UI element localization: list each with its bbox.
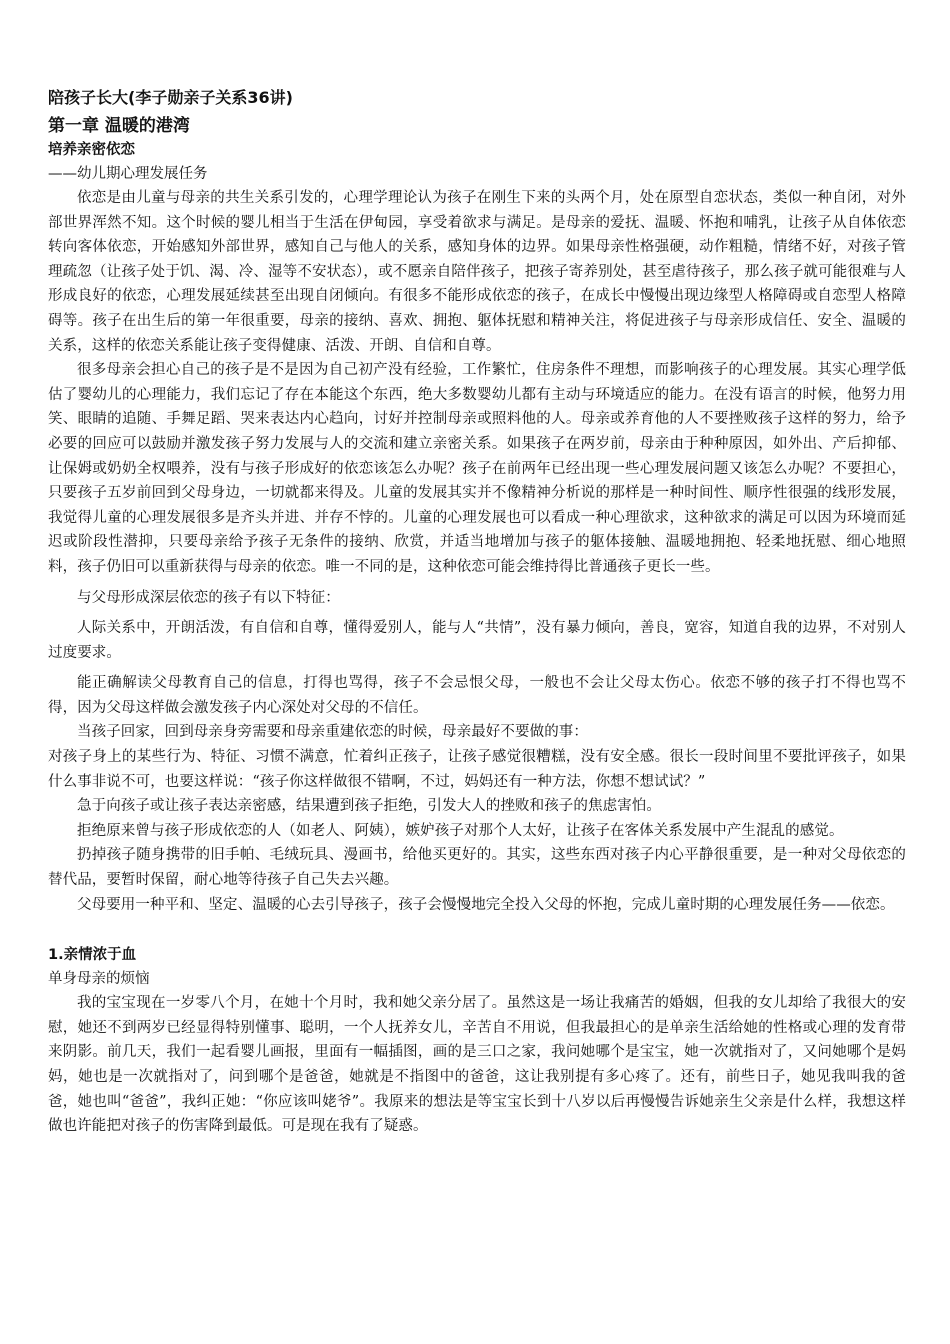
body-paragraph: 扔掉孩子随身携带的旧手帕、毛绒玩具、漫画书，给他买更好的。其实，这些东西对孩子内心平静很重要，是一种对父母依恋的替代品，要暂时保留，耐心地等待孩子自己失去兴趣。 — [48, 847, 906, 889]
body-paragraph: 急于向孩子或让孩子表达亲密感，结果遭到孩子拒绝，引发大人的挫败和孩子的焦虑害怕。 — [77, 798, 661, 815]
section2-title: 1.亲情浓于血 — [48, 947, 137, 964]
body-paragraph: 人际关系中，开朗活泼，有自信和自尊，懂得爱别人，能与人“共情”，没有暴力倾向，善良，宽容，知道自我的边界，不对别人过度要求。 — [48, 620, 906, 661]
body-paragraph: 能正确解读父母教育自己的信息，打得也骂得，孩子不会忌恨父母，一般也不会让父母太伤心。依恋不够的孩子打不得也骂不得，因为父母这样做会激发孩子内心深处对父母的不信任。 — [48, 675, 906, 716]
body-paragraph: 当孩子回家，回到母亲身旁需要和母亲重建依恋的时候，母亲最好不要做的事： — [77, 724, 588, 741]
document-page — [48, 86, 906, 1139]
section2-subtitle: 单身母亲的烦恼 — [48, 971, 150, 988]
section-spacer — [48, 917, 906, 943]
section-subtitle: ——幼儿期心理发展任务 — [48, 166, 208, 182]
body-paragraph: 依恋是由儿童与母亲的共生关系引发的，心理学理论认为孩子在刚生下来的头两个月，处在原型自恋状态，类似一种自闭，对外部世界浑然不知。这个时候的婴儿相当于生活在伊甸园，享受着欲求与满足。是母亲的爱抚、温暖、怀抱和哺乳，让孩子从自体依恋转向客体依恋，开始感知外部世界，感知自己与他人的关系，感知身体的边界。如果母亲性格强硬，动作粗糙，情绪不好，对孩子管理疏忽（让孩子处于饥、渴、冷、湿等不安状态），或不愿亲自陪伴孩子，把孩子寄养别处，甚至虐待孩子，那么孩子就可能很难与人形成良好的依恋，心理发展延续甚至出现自闭倾向。有很多不能形成依恋的孩子，在成长中慢慢出现边缘型人格障碍或自恋型人格障碍等。孩子在出生后的第一年很重要，母亲的接纳、喜欢、拥抱、躯体抚慰和精神关注，将促进孩子与母亲形成信任、安全、温暖的关系，这样的依恋关系能让孩子变得健康、活泼、开朗、自信和自尊。 — [48, 190, 906, 354]
body-paragraph: 很多母亲会担心自己的孩子是不是因为自己初产没有经验，工作繁忙，住房条件不理想，而影响孩子的心理发展。其实心理学低估了婴幼儿的心理能力，我们忘记了存在本能这个东西，绝大多数婴幼儿都有主动与环境适应的能力。在没有语言的时候，他努力用笑、眼睛的追随、手舞足蹈、哭来表达内心趋向，讨好并控制母亲或照料他的人。母亲或养育他的人不要挫败孩子这样的努力，给予必要的回应可以鼓励并激发孩子努力发展与人的交流和建立亲密关系。如果孩子在两岁前，母亲由于种种原因，如外出、产后抑郁、让保姆或奶奶全权喂养，没有与孩子形成好的依恋该怎么办呢？孩子在前两年已经出现一些心理发展问题又该怎么办呢？不要担心，只要孩子五岁前回到父母身边，一切就都来得及。儿童的发展其实并不像精神分析说的那样是一种时间性、顺序性很强的线形发展，我觉得儿童的心理发展很多是齐头并进、并存不悖的。儿童的心理发展也可以看成一种心理欲求，这种欲求的满足可以因为环境而延迟或阶段性潜抑，只要母亲给予孩子无条件的接纳、欣赏，并适当地增加与孩子的躯体接触、温暖地拥抱、轻柔地抚慰、细心地照料，孩子仍旧可以重新获得与母亲的依恋。唯一不同的是，这种依恋可能会维持得比普通孩子更长一些。 — [48, 362, 906, 575]
body-paragraph: 我的宝宝现在一岁零八个月，在她十个月时，我和她父亲分居了。虽然这是一场让我痛苦的婚姻，但我的女儿却给了我很大的安慰，她还不到两岁已经显得特别懂事、聪明，一个人抚养女儿，辛苦自不用说，但我最担心的是单亲生活给她的性格或心理的发育带来阴影。前几天，我们一起看婴儿画报，里面有一幅插图，画的是三口之家，我问她哪个是宝宝，她一次就指对了，又问她哪个是妈妈，她也是一次就指对了，问到哪个是爸爸，她就是不指图中的爸爸，这让我别提有多心疼了。还有，前些日子，她见我叫我的爸爸，她也叫“爸爸”，我纠正她：“你应该叫姥爷”。我原来的想法是等宝宝长到十八岁以后再慢慢告诉她亲生父亲是什么样，我想这样做也许能把对孩子的伤害降到最低。可是现在我有了疑惑。 — [48, 995, 906, 1135]
body-paragraph: 拒绝原来曾与孩子形成依恋的人（如老人、阿姨），嫉妒孩子对那个人太好，让孩子在客体关系发展中产生混乱的感觉。 — [77, 822, 844, 839]
book-title: 陪孩子长大(李子勋亲子关系36讲) — [48, 88, 293, 107]
body-paragraph: 与父母形成深层依恋的孩子有以下特征： — [77, 589, 340, 606]
body-paragraph: 对孩子身上的某些行为、特征、习惯不满意，忙着纠正孩子，让孩子感觉很糟糕，没有安全感。很长一段时间里不要批评孩子，如果什么事非说不可，也要这样说：“孩子你这样做很不错啊，不过，妈妈还有一种方法，你想不想试试？” — [48, 749, 906, 790]
body-paragraph: 父母要用一种平和、坚定、温暖的心去引导孩子，孩子会慢慢地完全投入父母的怀抱，完成儿童时期的心理发展任务——依恋。 — [77, 896, 895, 913]
section-title: 培养亲密依恋 — [48, 142, 135, 158]
chapter-title: 第一章 温暖的港湾 — [48, 116, 190, 136]
